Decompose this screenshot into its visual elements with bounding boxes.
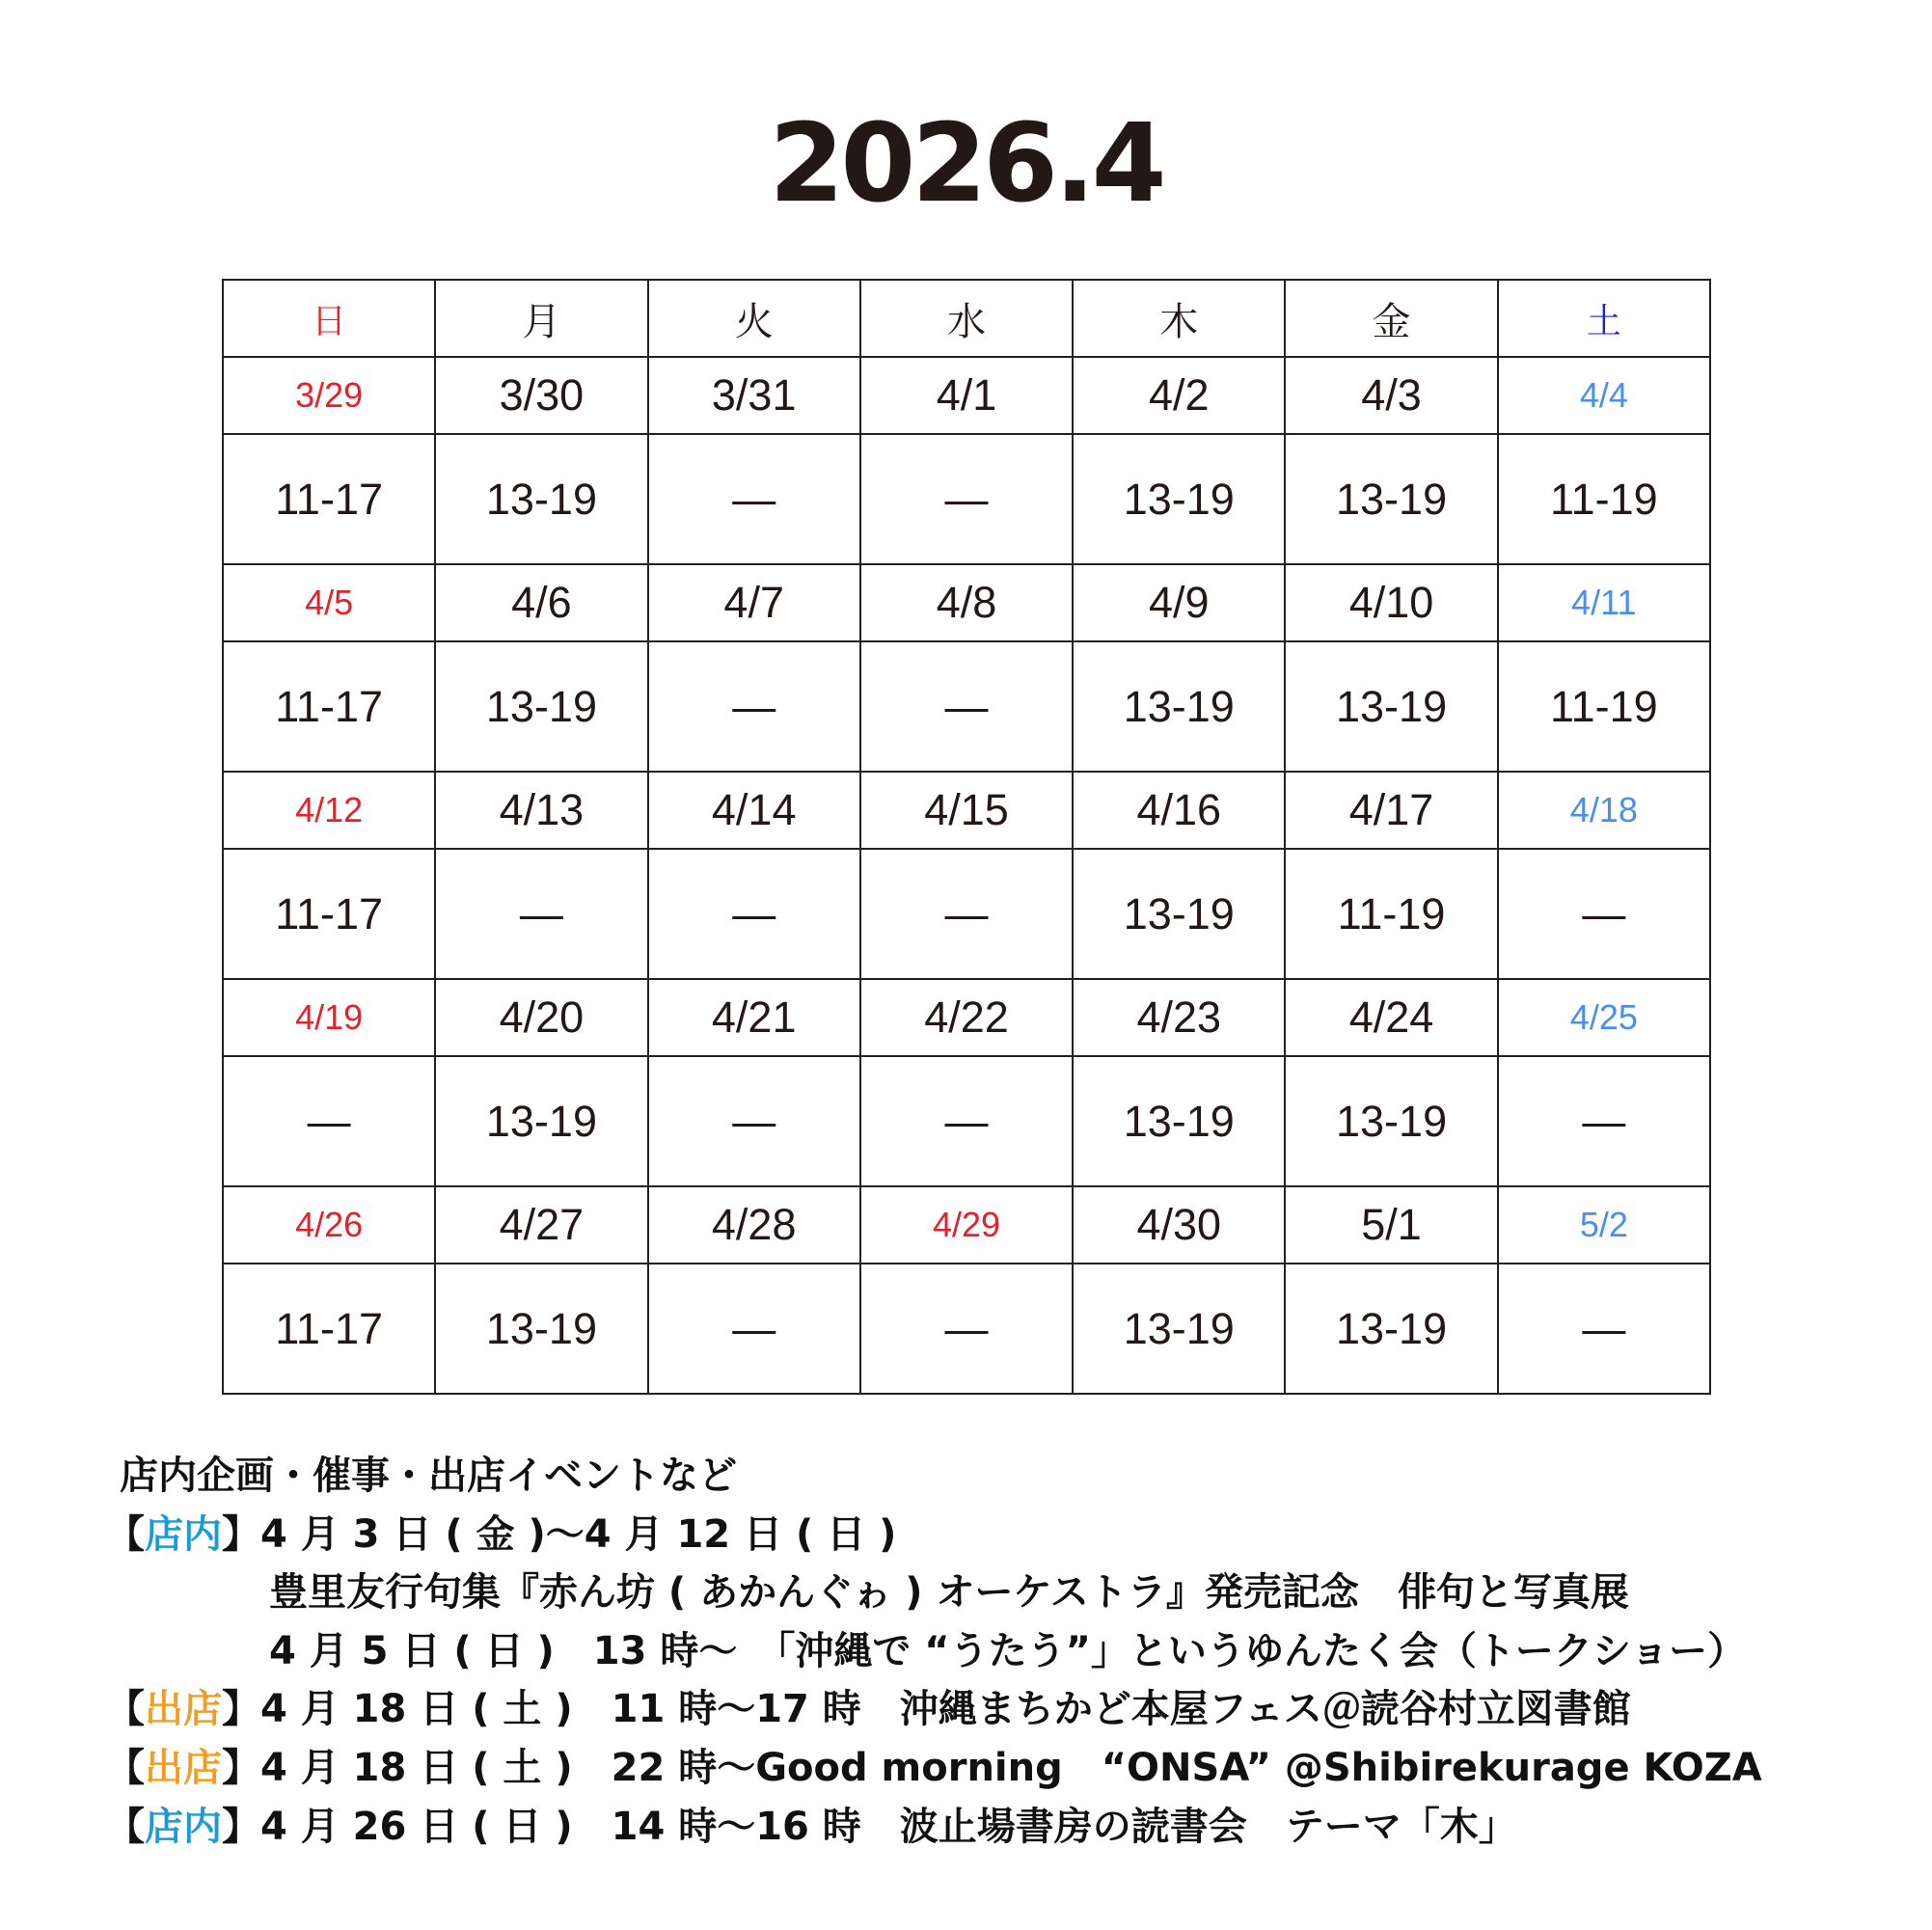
- opening-hours-cell: 11-19: [1285, 849, 1497, 979]
- weekday-header: 火: [648, 280, 860, 357]
- bracket: 【: [106, 1687, 145, 1732]
- event-item: [120, 1622, 1762, 1681]
- weekday-header: 月: [435, 280, 647, 357]
- opening-hours-cell: —: [1498, 1264, 1710, 1394]
- opening-hours-cell: 11-17: [223, 434, 435, 564]
- event-tag: 出店: [145, 1687, 222, 1732]
- hours-row: [223, 641, 1710, 772]
- bracket: 】: [222, 1745, 260, 1790]
- date-cell: 4/24: [1285, 979, 1497, 1056]
- event-item: [106, 1739, 1762, 1798]
- opening-hours-cell: —: [1498, 1056, 1710, 1186]
- opening-hours-cell: —: [648, 849, 860, 979]
- bracket: 】: [222, 1804, 260, 1849]
- opening-hours-cell: 13-19: [1073, 849, 1285, 979]
- weekday-header: 日: [223, 280, 435, 357]
- bracket: 【: [106, 1511, 145, 1557]
- opening-hours-cell: 13-19: [1285, 434, 1497, 564]
- calendar-table: [222, 279, 1711, 1395]
- date-cell: 4/20: [435, 979, 647, 1056]
- date-cell: 5/2: [1498, 1186, 1710, 1264]
- weekday-header: 土: [1498, 280, 1710, 357]
- date-cell: 4/7: [648, 564, 860, 641]
- date-cell: 4/28: [648, 1186, 860, 1264]
- opening-hours-cell: 13-19: [435, 434, 647, 564]
- opening-hours-cell: 13-19: [1285, 641, 1497, 772]
- opening-hours-cell: 13-19: [435, 641, 647, 772]
- date-cell: 4/17: [1285, 772, 1497, 849]
- weekday-header-row: [223, 280, 1710, 357]
- events-heading: 店内企画・催事・出店イベントなど: [120, 1454, 737, 1498]
- opening-hours-cell: 11-17: [223, 641, 435, 772]
- date-cell: 4/10: [1285, 564, 1497, 641]
- event-text: 豊里友行句集『赤ん坊 ( あかんぐゎ ) オーケストラ』発売記念 俳句と写真展: [269, 1570, 1629, 1616]
- date-cell: 4/18: [1498, 772, 1710, 849]
- event-text: 4 月 18 日 ( 土 ) 22 時〜Good morning “ONSA” @Shibirekurage KOZA: [260, 1745, 1762, 1790]
- opening-hours-cell: —: [648, 641, 860, 772]
- date-cell: 4/2: [1073, 357, 1285, 434]
- bracket: 】: [222, 1687, 260, 1732]
- date-cell: 4/9: [1073, 564, 1285, 641]
- hours-row: [223, 434, 1710, 564]
- opening-hours-cell: —: [648, 1056, 860, 1186]
- weekday-header: 木: [1073, 280, 1285, 357]
- opening-hours-cell: 11-17: [223, 1264, 435, 1394]
- opening-hours-cell: 13-19: [1073, 434, 1285, 564]
- event-item: [106, 1680, 1762, 1739]
- date-row: [223, 357, 1710, 434]
- date-cell: 4/29: [860, 1186, 1073, 1264]
- bracket: 】: [222, 1511, 260, 1557]
- opening-hours-cell: 13-19: [1073, 1264, 1285, 1394]
- event-text: 4 月 5 日 ( 日 ) 13 時〜 「沖縄で “うたう”」というゆんたく会（トークショー）: [269, 1628, 1747, 1673]
- opening-hours-cell: 13-19: [1073, 641, 1285, 772]
- date-cell: 4/27: [435, 1186, 647, 1264]
- date-cell: 4/13: [435, 772, 647, 849]
- date-row: [223, 979, 1710, 1056]
- bracket: 【: [106, 1745, 145, 1790]
- opening-hours-cell: 13-19: [1285, 1264, 1497, 1394]
- date-row: [223, 1186, 1710, 1264]
- opening-hours-cell: 11-19: [1498, 434, 1710, 564]
- opening-hours-cell: —: [860, 849, 1073, 979]
- date-cell: 4/3: [1285, 357, 1497, 434]
- opening-hours-cell: 13-19: [435, 1056, 647, 1186]
- date-cell: 5/1: [1285, 1186, 1497, 1264]
- date-cell: 4/15: [860, 772, 1073, 849]
- date-cell: 4/6: [435, 564, 647, 641]
- opening-hours-cell: —: [860, 641, 1073, 772]
- opening-hours-cell: —: [860, 434, 1073, 564]
- date-cell: 3/29: [223, 357, 435, 434]
- opening-hours-cell: 11-17: [223, 849, 435, 979]
- opening-hours-cell: —: [223, 1056, 435, 1186]
- opening-hours-cell: —: [435, 849, 647, 979]
- weekday-header: 水: [860, 280, 1073, 357]
- date-cell: 3/30: [435, 357, 647, 434]
- opening-hours-cell: 13-19: [1285, 1056, 1497, 1186]
- opening-hours-cell: —: [648, 1264, 860, 1394]
- date-cell: 4/19: [223, 979, 435, 1056]
- date-row: [223, 564, 1710, 641]
- date-cell: 4/1: [860, 357, 1073, 434]
- date-cell: 4/21: [648, 979, 860, 1056]
- date-cell: 4/14: [648, 772, 860, 849]
- date-row: [223, 772, 1710, 849]
- opening-hours-cell: —: [648, 434, 860, 564]
- date-cell: 4/12: [223, 772, 435, 849]
- date-cell: 4/8: [860, 564, 1073, 641]
- event-tag: 出店: [145, 1745, 222, 1790]
- event-tag: 店内: [145, 1804, 222, 1849]
- hours-row: [223, 1264, 1710, 1394]
- date-cell: 3/31: [648, 357, 860, 434]
- event-text: 4 月 26 日 ( 日 ) 14 時〜16 時 波止場書房の読書会 テーマ「木」: [260, 1804, 1517, 1849]
- hours-row: [223, 1056, 1710, 1186]
- calendar-title: 2026.4: [769, 101, 1163, 227]
- date-cell: 4/11: [1498, 564, 1710, 641]
- bracket: 【: [106, 1804, 145, 1849]
- events-section: [106, 1447, 1762, 1856]
- event-item: [106, 1798, 1762, 1857]
- opening-hours-cell: —: [860, 1056, 1073, 1186]
- opening-hours-cell: —: [1498, 849, 1710, 979]
- opening-hours-cell: 13-19: [1073, 1056, 1285, 1186]
- date-cell: 4/5: [223, 564, 435, 641]
- event-text: 4 月 18 日 ( 土 ) 11 時〜17 時 沖縄まちかど本屋フェス＠読谷村立図書館: [260, 1687, 1631, 1732]
- event-tag: 店内: [145, 1511, 222, 1557]
- weekday-header: 金: [1285, 280, 1497, 357]
- date-cell: 4/22: [860, 979, 1073, 1056]
- opening-hours-cell: 13-19: [435, 1264, 647, 1394]
- event-text: 4 月 3 日 ( 金 )〜4 月 12 日 ( 日 ): [260, 1511, 897, 1557]
- date-cell: 4/16: [1073, 772, 1285, 849]
- date-cell: 4/25: [1498, 979, 1710, 1056]
- hours-row: [223, 849, 1710, 979]
- date-cell: 4/23: [1073, 979, 1285, 1056]
- date-cell: 4/30: [1073, 1186, 1285, 1264]
- date-cell: 4/4: [1498, 357, 1710, 434]
- event-item: [106, 1506, 1762, 1564]
- opening-hours-cell: —: [860, 1264, 1073, 1394]
- event-item: [120, 1563, 1762, 1622]
- date-cell: 4/26: [223, 1186, 435, 1264]
- opening-hours-cell: 11-19: [1498, 641, 1710, 772]
